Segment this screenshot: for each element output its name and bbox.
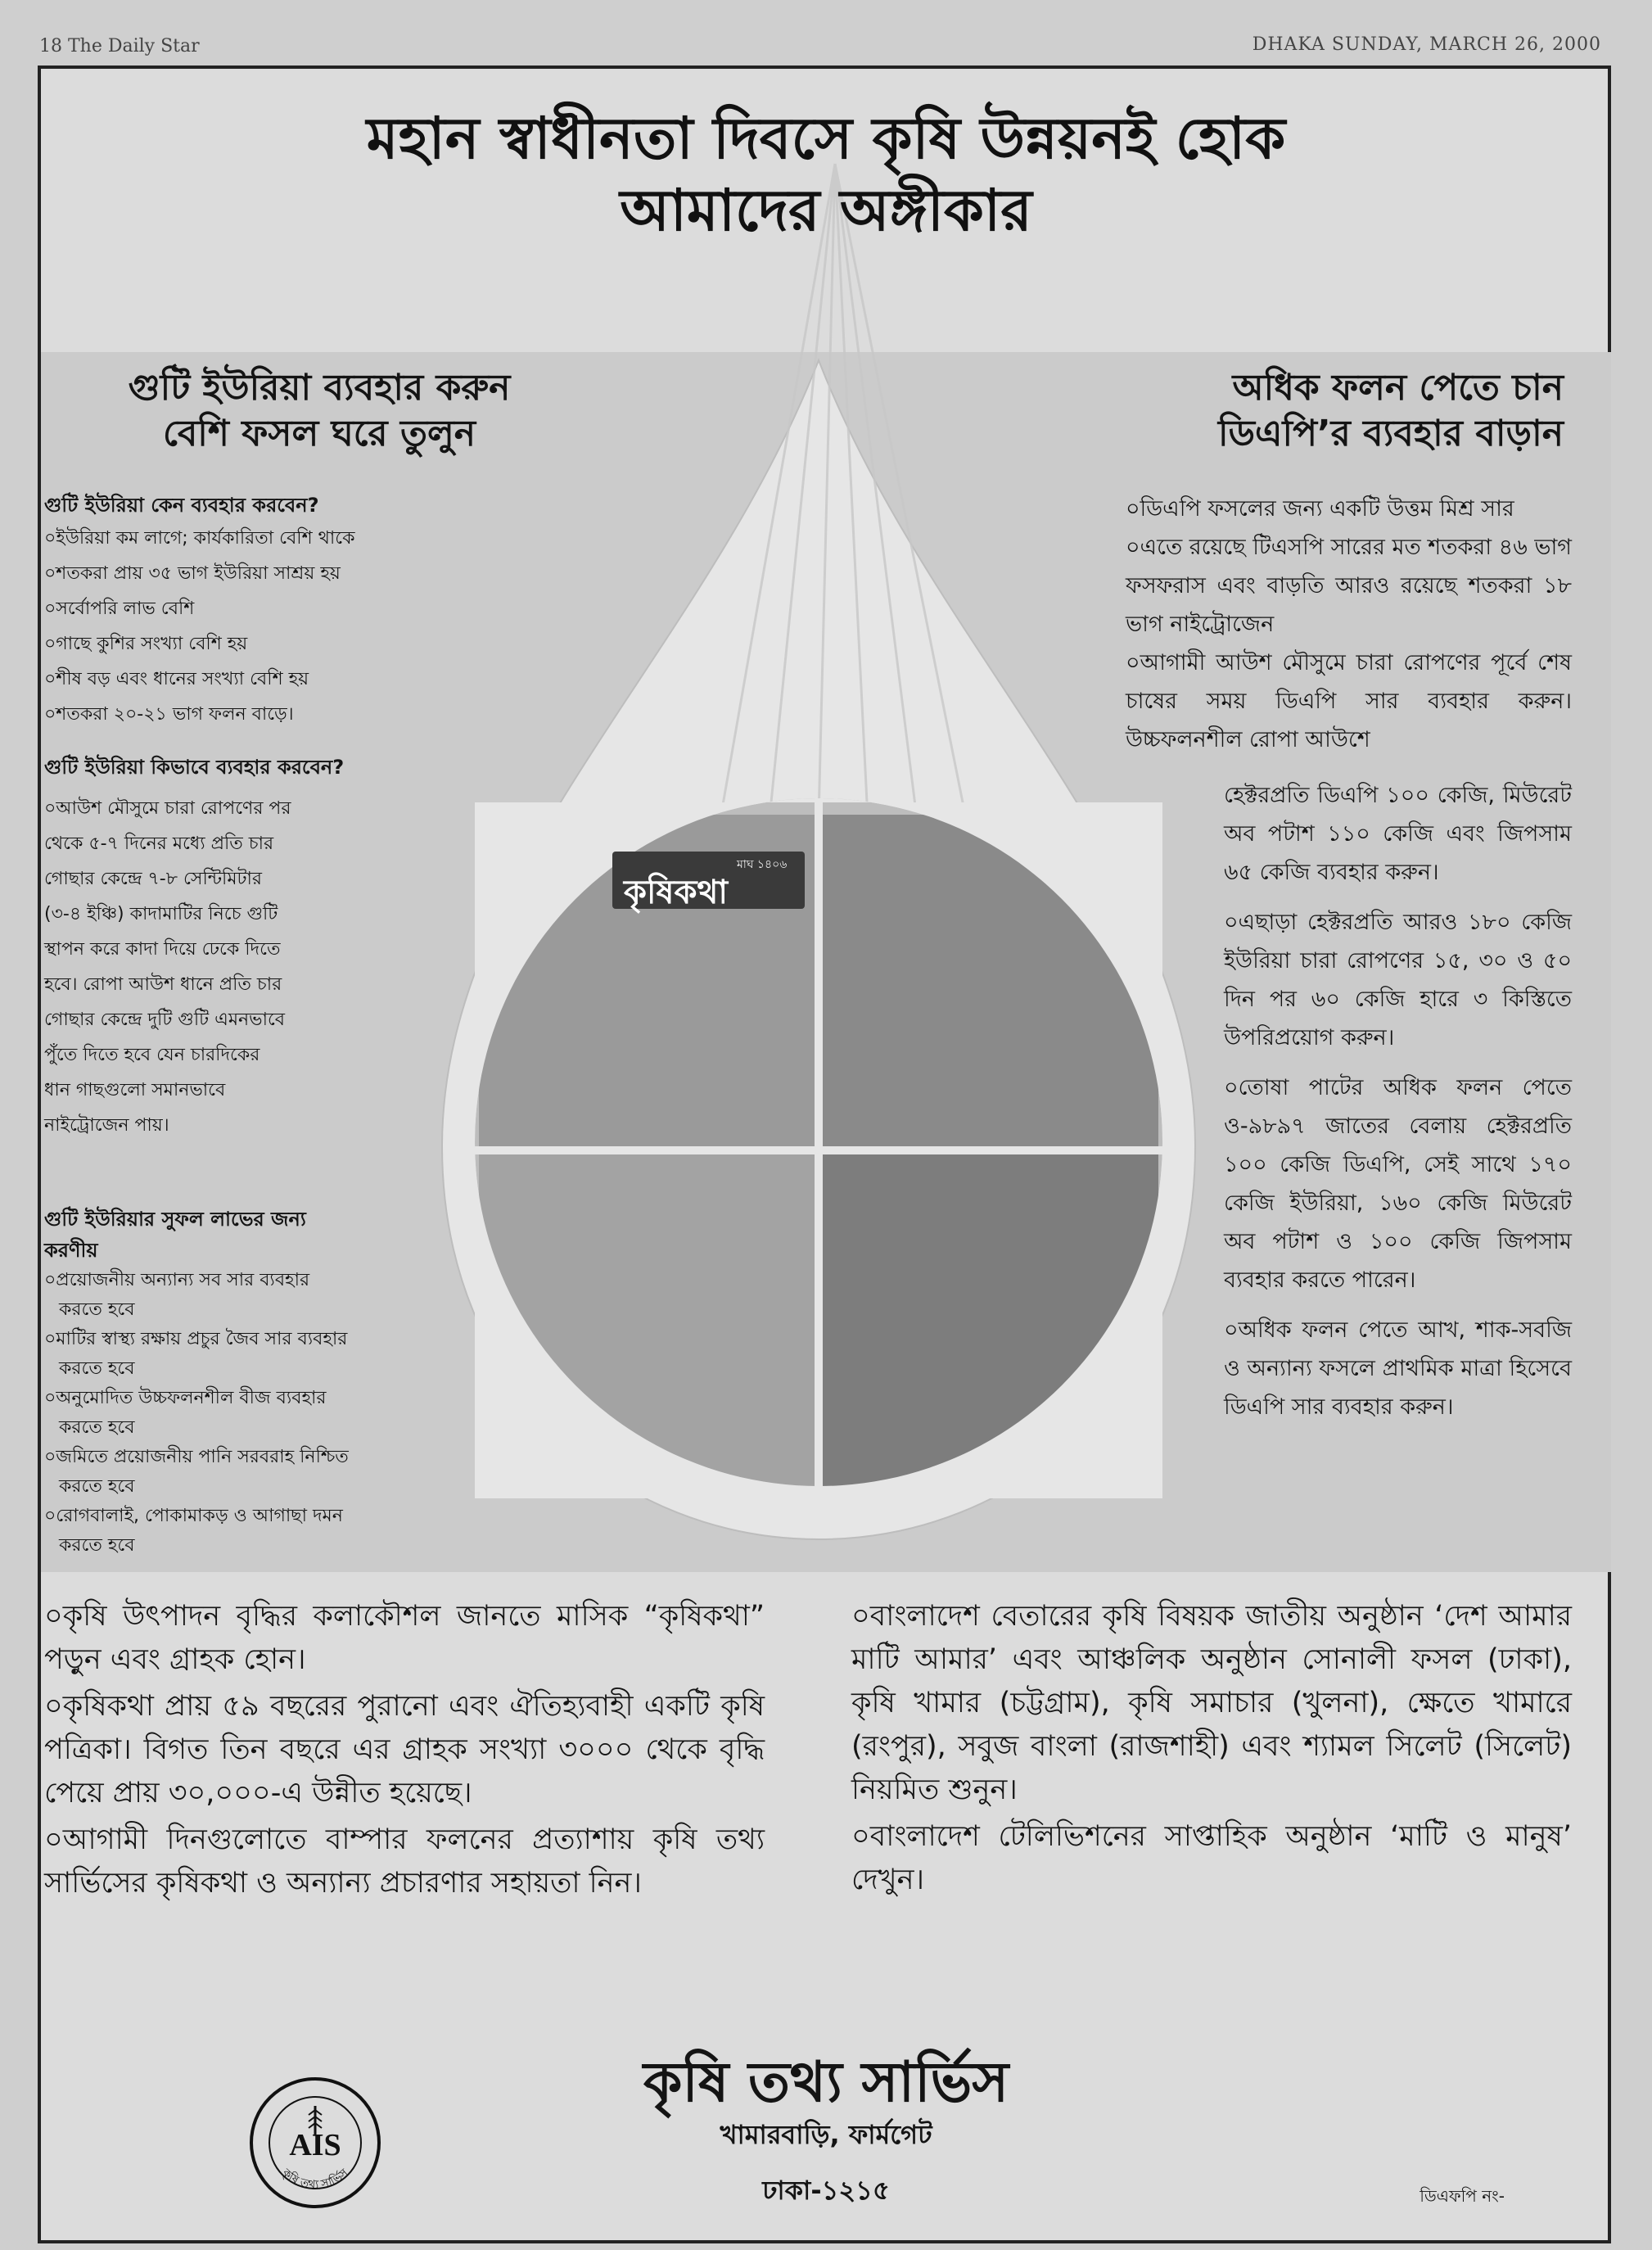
page-number-and-paper: 18 The Daily Star bbox=[39, 36, 200, 56]
text-line: ০মাটির স্বাস্থ্য রক্ষায় প্রচুর জৈব সার ব্যবহার bbox=[44, 1329, 348, 1349]
ais-logo-icon bbox=[246, 2073, 385, 2212]
text-line: নাইট্রোজেন পায়। bbox=[44, 1115, 169, 1136]
right-heading bbox=[991, 365, 1564, 457]
organization-name: কৃষি তথ্য সার্ভিস bbox=[643, 2050, 1009, 2115]
right-heading-line-1: অধিক ফলন পেতে চান bbox=[1232, 367, 1564, 409]
text-line: করতে হবে bbox=[59, 1299, 135, 1320]
bottom-paragraph: ০কৃষিকথা প্রায় ৫৯ বছরের পুরানো এবং ঐতিহ্যবাহী একটি কৃষি পত্রিকা। বিগত তিন বছরে এর গ্রাহক সংখ্যা ৩০০০ থেকে বৃদ্ধি পেয়ে প্রায় ৩০,০০০-এ উন্নীত হয়েছে। bbox=[44, 1690, 765, 1809]
text-line: করতে হবে bbox=[59, 1417, 135, 1438]
dap-section-top bbox=[1126, 490, 1572, 759]
organization-city: ঢাকা-১২১৫ bbox=[762, 2175, 890, 2206]
headline-line-2: আমাদের অঙ্গীকার bbox=[620, 177, 1032, 244]
text-line: গোছার কেন্দ্রে দুটি গুটি এমনভাবে bbox=[44, 1010, 286, 1030]
urea-why-question: গুটি ইউরিয়া কেন ব্যবহার করবেন? bbox=[44, 494, 319, 517]
list-item: ০শতকরা ২০-২১ ভাগ ফলন বাড়ে। bbox=[44, 704, 294, 725]
main-headline bbox=[0, 102, 1652, 246]
bottom-paragraph: ০কৃষি উৎপাদন বৃদ্ধির কলাকৌশল জানতে মাসিক “কৃষিকথা” পড়ুন এবং গ্রাহক হোন। bbox=[44, 1600, 765, 1676]
text-line: ০অনুমোদিত উচ্চফলনশীল বীজ ব্যবহার bbox=[44, 1388, 327, 1408]
text-line: পুঁতে দিতে হবে যেন চারদিকের bbox=[44, 1045, 260, 1065]
text-line: গোছার কেন্দ্রে ৭-৮ সেন্টিমিটার bbox=[44, 869, 263, 889]
list-item: ০ইউরিয়া কম লাগে; কার্যকারিতা বেশি থাকে bbox=[44, 528, 355, 549]
dap-paragraph: ০তোষা পাটের অধিক ফলন পেতে ও-৯৮৯৭ জাতের বেলায় হেক্টরপ্রতি ১০০ কেজি ডিএপি, সেই সাথে ১৭০ কেজি ইউরিয়া, ১৬০ কেজি মিউরেট অব পটাশ ও ১০০ কেজি জিপসাম ব্যবহার করতে পারেন। bbox=[1224, 1075, 1572, 1293]
text-line: স্থাপন করে কাদা দিয়ে ঢেকে দিতে bbox=[44, 939, 281, 960]
text-line: ০রোগবালাই, পোকামাকড় ও আগাছা দমন bbox=[44, 1506, 343, 1526]
urea-how-question: গুটি ইউরিয়া কিভাবে ব্যবহার করবেন? bbox=[44, 756, 345, 779]
dateline: DHAKA SUNDAY, MARCH 26, 2000 bbox=[1252, 34, 1601, 55]
list-item: ০শতকরা প্রায় ৩৫ ভাগ ইউরিয়া সাশ্রয় হয় bbox=[44, 563, 341, 584]
dfp-reference: ডিএফপি নং- bbox=[1420, 2186, 1505, 2206]
left-heading-line-2: বেশি ফসল ঘরে তুলুন bbox=[162, 413, 476, 454]
urea-why-section bbox=[44, 490, 429, 732]
right-heading-line-2: ডিএপি’র ব্যবহার বাড়ান bbox=[1218, 413, 1564, 454]
dap-paragraph: ০এতে রয়েছে টিএসপি সারের মত শতকরা ৪৬ ভাগ ফসফরাস এবং বাড়তি আরও রয়েছে শতকরা ১৮ ভাগ নাইট্রোজেন bbox=[1126, 535, 1572, 637]
bottom-paragraph: ০বাংলাদেশ টেলিভিশনের সাপ্তাহিক অনুষ্ঠান ‘মাটি ও মানুষ’ দেখুন। bbox=[851, 1820, 1572, 1896]
urea-benefit-question: গুটি ইউরিয়ার সুফল লাভের জন্য করণীয় bbox=[44, 1208, 306, 1262]
text-line: থেকে ৫-৭ দিনের মধ্যে প্রতি চার bbox=[44, 834, 274, 854]
text-line: হবে। রোপা আউশ ধানে প্রতি চার bbox=[44, 974, 282, 995]
dap-paragraph: ০এছাড়া হেক্টরপ্রতি আরও ১৮০ কেজি ইউরিয়া চারা রোপণের ১৫, ৩০ ও ৫০ দিন পর ৬০ কেজি হারে ৩ কিস্তিতে উপরিপ্রয়োগ করুন। bbox=[1224, 910, 1572, 1050]
headline-line-1: মহান স্বাধীনতা দিবসে কৃষি উন্নয়নই হোক bbox=[366, 105, 1286, 172]
text-line: করতে হবে bbox=[59, 1476, 135, 1497]
organization-address: খামারবাড়ি, ফার্মগেট bbox=[720, 2119, 932, 2150]
urea-benefit-section bbox=[44, 1204, 421, 1561]
dap-section-middle bbox=[1224, 776, 1572, 1426]
svg-text:কৃষি তথ্য সার্ভিস bbox=[279, 2166, 351, 2191]
urea-how-section bbox=[44, 752, 372, 1143]
bottom-paragraph: ০আগামী দিনগুলোতে বাম্পার ফলনের প্রত্যাশায় কৃষি তথ্য সার্ভিসের কৃষিকথা ও অন্যান্য প্রচারণার সহায়তা নিন। bbox=[44, 1823, 765, 1900]
list-item: ০গাছে কুশির সংখ্যা বেশি হয় bbox=[44, 634, 248, 654]
bottom-paragraph: ০বাংলাদেশ বেতারের কৃষি বিষয়ক জাতীয় অনুষ্ঠান ‘দেশ আমার মাটি আমার’ এবং আঞ্চলিক অনুষ্ঠান সোনালী ফসল (ঢাকা), কৃষি খামার (চট্টগ্রাম), কৃষি সমাচার (খুলনা), ক্ষেতে খামারে (রংপুর), সবুজ বাংলা (রাজশাহী) এবং শ্যামল সিলেট (সিলেট) নিয়মিত শুনুন। bbox=[851, 1600, 1572, 1806]
list-item: ০সর্বোপরি লাভ বেশি bbox=[44, 599, 195, 619]
text-line: (৩-৪ ইঞ্চি) কাদামাটির নিচে গুটি bbox=[44, 904, 278, 924]
text-line: ০জমিতে প্রয়োজনীয় পানি সরবরাহ নিশ্চিত bbox=[44, 1447, 349, 1467]
text-line: করতে হবে bbox=[59, 1358, 135, 1379]
list-item: ০শীষ বড় এবং ধানের সংখ্যা বেশি হয় bbox=[44, 669, 309, 689]
logo-ring-text: কৃষি তথ্য সার্ভিস bbox=[279, 2166, 351, 2192]
dap-paragraph: ০অধিক ফলন পেতে আখ, শাক-সবজি ও অন্যান্য ফসলে প্রাথমিক মাত্রা হিসেবে ডিএপি সার ব্যবহার করুন। bbox=[1224, 1317, 1572, 1420]
left-heading-line-1: গুটি ইউরিয়া ব্যবহার করুন bbox=[128, 367, 511, 409]
bottom-left-column bbox=[44, 1595, 765, 1909]
text-line: করতে হবে bbox=[59, 1535, 135, 1556]
logo-initials: AIS bbox=[289, 2128, 341, 2162]
left-heading bbox=[57, 365, 581, 457]
dap-paragraph: ০ডিএপি ফসলের জন্য একটি উত্তম মিশ্র সার bbox=[1126, 496, 1514, 522]
bottom-right-column bbox=[851, 1595, 1572, 1905]
magazine-title: কৃষিকথা bbox=[624, 874, 728, 911]
magazine-issue: মাঘ ১৪০৬ bbox=[737, 858, 788, 871]
dap-paragraph: হেক্টরপ্রতি ডিএপি ১০০ কেজি, মিউরেট অব পটাশ ১১০ কেজি এবং জিপসাম ৬৫ কেজি ব্যবহার করুন। bbox=[1224, 783, 1572, 885]
dap-paragraph: ০আগামী আউশ মৌসুমে চারা রোপণের পূর্বে শেষ চাষের সময় ডিএপি সার ব্যবহার করুন। উচ্চফলনশীল রোপা আউশে bbox=[1126, 650, 1572, 752]
text-line: ০প্রয়োজনীয় অন্যান্য সব সার ব্যবহার bbox=[44, 1270, 310, 1290]
text-line: ০আউশ মৌসুমে চারা রোপণের পর bbox=[44, 798, 291, 819]
text-line: ধান গাছগুলো সমানভাবে bbox=[44, 1080, 226, 1100]
